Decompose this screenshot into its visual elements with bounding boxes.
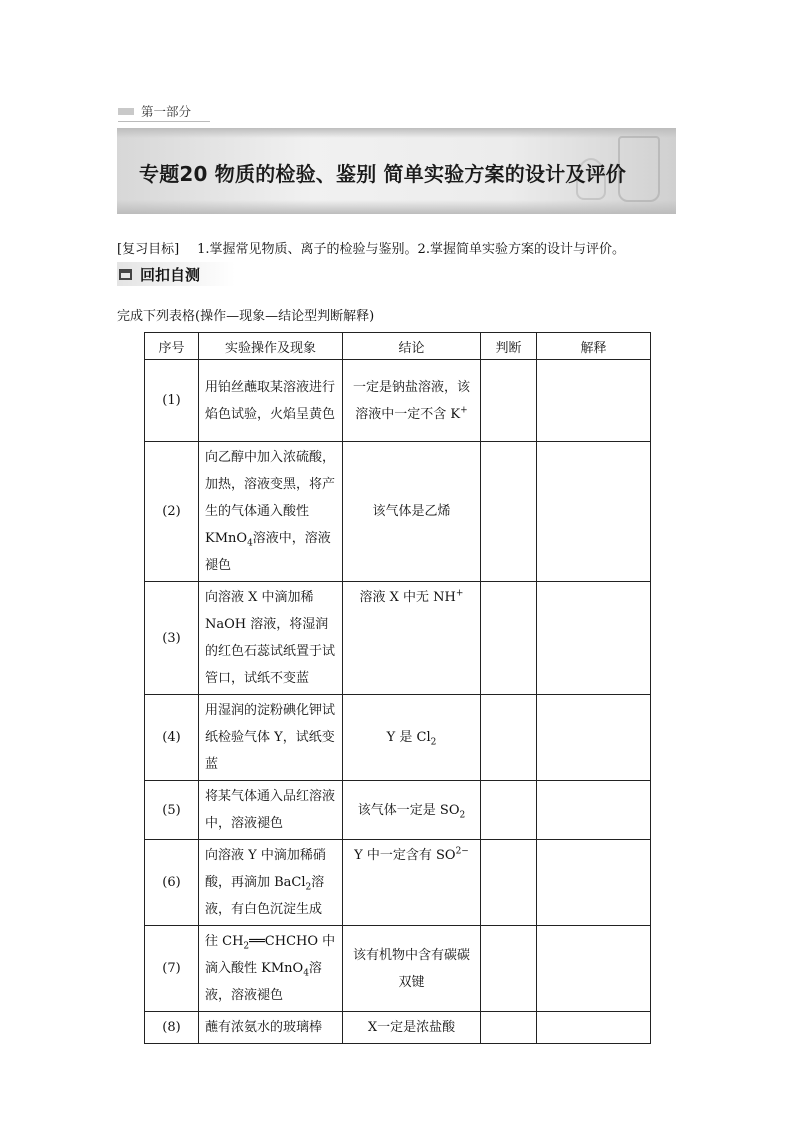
section-bar-decoration [118,108,134,115]
title-banner [117,128,676,214]
row-explanation-cell[interactable] [537,781,651,840]
review-goal-text: 1.掌握常见物质、离子的检验与鉴别。2.掌握简单实验方案的设计与评价。 [197,242,625,257]
row-index: (2) [145,442,199,582]
section-label-text: 第一部分 [141,104,192,119]
row-index: (6) [145,840,199,926]
row-conclusion: 溶液 X 中无 NH+ [343,582,481,695]
row-operation: 往 $CH_2══CHCHO$ 中滴入酸性 KMnO$_4$溶液，溶液褪色 [199,926,343,1012]
row-explanation-cell[interactable] [537,840,651,926]
book-icon [119,269,132,280]
row-judgement-cell[interactable] [481,442,537,582]
section-heading [117,262,235,286]
row-index: (7) [145,926,199,1012]
table-row [145,360,651,442]
row-index: (1) [145,360,199,442]
row-judgement-cell[interactable] [481,695,537,781]
row-index: (8) [145,1012,199,1044]
row-conclusion: X一定是浓盐酸 [343,1012,481,1044]
table-row [145,926,651,1012]
row-judgement-cell[interactable] [481,1012,537,1044]
row-conclusion: Y 中一定含有 $SO^{2-}$ [343,840,481,926]
experiment-table [144,332,651,1044]
row-operation: 用湿润的淀粉碘化钾试纸检验气体 Y，试纸变蓝 [199,695,343,781]
table-row [145,442,651,582]
row-explanation-cell[interactable] [537,926,651,1012]
header-judgement: 判断 [481,333,537,360]
row-conclusion: 该气体是乙烯 [343,442,481,582]
table-row [145,781,651,840]
header-operation: 实验操作及现象 [199,333,343,360]
instruction-text: 完成下列表格(操作—现象—结论型判断解释) [117,309,375,324]
table-row [145,695,651,781]
row-judgement-cell[interactable] [481,840,537,926]
row-index: (4) [145,695,199,781]
row-operation: 向溶液 Y 中滴加稀硝酸，再滴加 BaCl$_2$溶液，有白色沉淀生成 [199,840,343,926]
row-judgement-cell[interactable] [481,926,537,1012]
section-heading-text: 回扣自测 [140,265,201,284]
header-explanation: 解释 [537,333,651,360]
row-explanation-cell[interactable] [537,582,651,695]
row-operation: 向溶液 X 中滴加稀 NaOH 溶液，将湿润的红色石蕊试纸置于试管口，试纸不变蓝 [199,582,343,695]
table-row [145,582,651,695]
table-row [145,840,651,926]
header-index: 序号 [145,333,199,360]
row-explanation-cell[interactable] [537,442,651,582]
section-label [118,101,210,122]
row-explanation-cell[interactable] [537,695,651,781]
row-judgement-cell[interactable] [481,360,537,442]
row-operation: 向乙醇中加入浓硫酸，加热，溶液变黑，将产生的气体通入酸性 KMnO$_4$溶液中，溶液褪色 [199,442,343,582]
review-goal [117,238,625,257]
row-explanation-cell[interactable] [537,1012,651,1044]
row-explanation-cell[interactable] [537,360,651,442]
row-conclusion: 一定是钠盐溶液，该溶液中一定不含 K+ [343,360,481,442]
row-operation: 蘸有浓氨水的玻璃棒 [199,1012,343,1044]
row-judgement-cell[interactable] [481,781,537,840]
row-index: (3) [145,582,199,695]
row-judgement-cell[interactable] [481,582,537,695]
row-conclusion: Y 是 $Cl_2$ [343,695,481,781]
table-header-row [145,333,651,360]
header-conclusion: 结论 [343,333,481,360]
row-conclusion: 该气体一定是 $SO_2$ [343,781,481,840]
table-row [145,1012,651,1044]
page-title: 专题20 物质的检验、鉴别 简单实验方案的设计及评价 [139,162,626,186]
row-operation: 将某气体通入品红溶液中，溶液褪色 [199,781,343,840]
row-operation: 用铂丝蘸取某溶液进行焰色试验，火焰呈黄色 [199,360,343,442]
row-conclusion: 该有机物中含有碳碳双键 [343,926,481,1012]
row-index: (5) [145,781,199,840]
review-goal-label: [复习目标] [117,242,180,257]
